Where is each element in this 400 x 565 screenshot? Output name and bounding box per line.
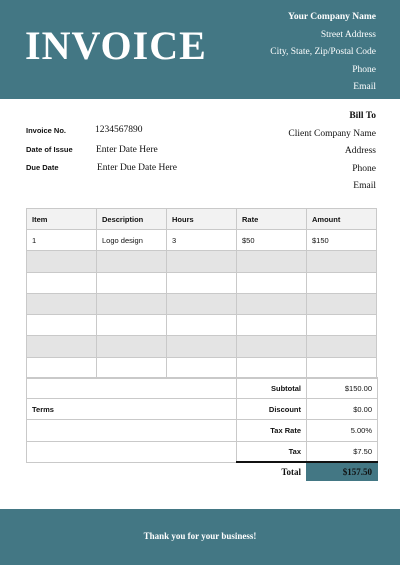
terms-content xyxy=(27,420,237,441)
cell-description xyxy=(97,293,167,314)
cell-hours xyxy=(167,272,237,293)
terms-content xyxy=(27,441,237,462)
company-phone: Phone xyxy=(352,64,376,75)
invoice-title: INVOICE xyxy=(25,23,207,68)
discount-row xyxy=(27,399,378,420)
total-label: Total xyxy=(237,462,307,480)
cell-hours: 3 xyxy=(167,230,237,251)
tax-rate-label: Tax Rate xyxy=(237,420,307,441)
cell-description xyxy=(97,251,167,272)
cell-item xyxy=(27,315,97,336)
col-header-description: Description xyxy=(97,209,167,230)
cell-amount xyxy=(307,293,377,314)
items-table xyxy=(26,208,377,379)
due-date-label: Due Date xyxy=(26,163,59,172)
cell-amount xyxy=(307,272,377,293)
total-value: $157.50 xyxy=(307,462,378,480)
invoice-no-value: 1234567890 xyxy=(95,125,143,135)
cell-hours xyxy=(167,357,237,378)
cell-rate xyxy=(237,272,307,293)
totals-spacer xyxy=(27,462,237,480)
company-street: Street Address xyxy=(320,29,376,40)
client-address: Address xyxy=(344,146,376,156)
cell-item xyxy=(27,336,97,357)
cell-hours xyxy=(167,315,237,336)
cell-rate xyxy=(237,357,307,378)
totals-table xyxy=(26,377,378,481)
client-email: Email xyxy=(353,181,376,191)
invoice-header xyxy=(0,0,400,99)
cell-rate xyxy=(237,315,307,336)
cell-item xyxy=(27,293,97,314)
tax-value: $7.50 xyxy=(307,441,378,462)
subtotal-value: $150.00 xyxy=(307,378,378,399)
cell-description xyxy=(97,315,167,336)
cell-rate: $50 xyxy=(237,230,307,251)
cell-item xyxy=(27,272,97,293)
tax-rate-value: 5.00% xyxy=(307,420,378,441)
discount-value: $0.00 xyxy=(307,399,378,420)
tax-label: Tax xyxy=(237,441,307,462)
cell-description: Logo design xyxy=(97,230,167,251)
cell-amount: $150 xyxy=(307,230,377,251)
discount-label: Discount xyxy=(237,399,307,420)
cell-amount xyxy=(307,251,377,272)
tax-row xyxy=(27,441,378,462)
cell-amount xyxy=(307,357,377,378)
cell-rate xyxy=(237,336,307,357)
cell-hours xyxy=(167,293,237,314)
table-row xyxy=(27,251,377,272)
date-issue-value: Enter Date Here xyxy=(96,145,158,155)
bill-to-title: Bill To xyxy=(349,111,376,121)
cell-amount xyxy=(307,336,377,357)
cell-hours xyxy=(167,251,237,272)
company-city: City, State, Zip/Postal Code xyxy=(270,47,376,57)
totals-spacer xyxy=(27,378,237,399)
bill-to-info xyxy=(288,110,376,198)
company-info xyxy=(270,11,376,99)
col-header-amount: Amount xyxy=(307,209,377,230)
table-row xyxy=(27,272,377,293)
company-email: Email xyxy=(353,82,376,92)
cell-hours xyxy=(167,336,237,357)
cell-item xyxy=(27,357,97,378)
company-name: Your Company Name xyxy=(288,12,376,22)
table-row xyxy=(27,336,377,357)
cell-item: 1 xyxy=(27,230,97,251)
col-header-hours: Hours xyxy=(167,209,237,230)
terms-label: Terms xyxy=(27,399,237,420)
due-date-value: Enter Due Date Here xyxy=(97,163,177,173)
cell-rate xyxy=(237,293,307,314)
table-row xyxy=(27,315,377,336)
items-header-row xyxy=(27,209,377,230)
table-row xyxy=(27,230,377,251)
cell-item xyxy=(27,251,97,272)
subtotal-label: Subtotal xyxy=(237,378,307,399)
subtotal-row xyxy=(27,378,378,399)
table-row xyxy=(27,357,377,378)
cell-rate xyxy=(237,251,307,272)
tax-rate-row xyxy=(27,420,378,441)
client-phone: Phone xyxy=(352,163,376,174)
col-header-rate: Rate xyxy=(237,209,307,230)
cell-description xyxy=(97,272,167,293)
client-name: Client Company Name xyxy=(288,128,376,139)
cell-amount xyxy=(307,315,377,336)
invoice-footer xyxy=(0,509,400,565)
total-row xyxy=(27,462,378,480)
table-row xyxy=(27,293,377,314)
invoice-no-label: Invoice No. xyxy=(26,126,67,135)
col-header-item: Item xyxy=(27,209,97,230)
cell-description xyxy=(97,357,167,378)
cell-description xyxy=(97,336,167,357)
date-issue-label: Date of Issue xyxy=(26,145,73,154)
thank-you-message: Thank you for your business! xyxy=(143,531,257,541)
